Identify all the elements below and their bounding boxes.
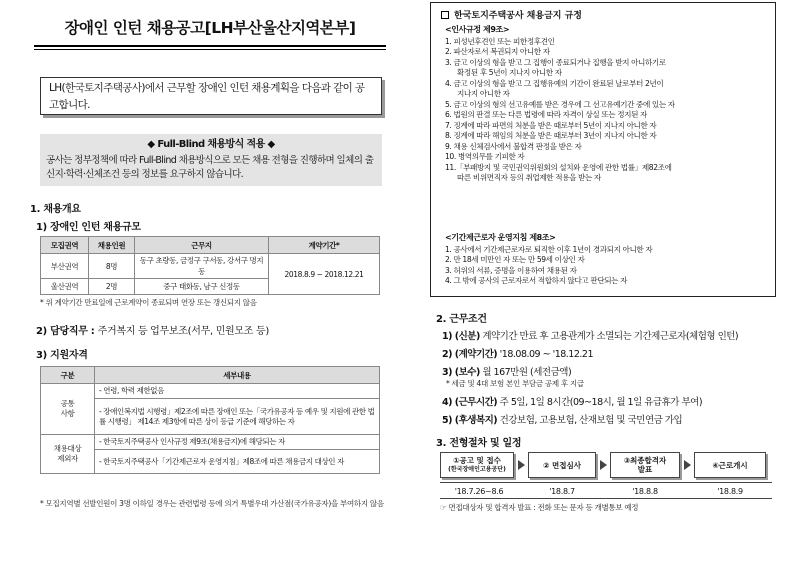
- personnel-rules-title: <인사규정 제9조>: [445, 25, 510, 34]
- cell-common-1: - 연령, 학력 제한없음: [95, 384, 380, 399]
- step-final-announcement: ③최종합격자 발표: [610, 452, 680, 478]
- table-row: [41, 254, 380, 279]
- bonus-note: * 모집지역별 선발인원이 3명 이하일 경우는 관련법령 등에 의거 특별우대 가산점(국가유공자)을 부여하지 않음: [40, 499, 384, 508]
- rule-item: 6. 법원의 판결 또는 다른 법령에 따라 자격이 상실 또는 정지된 자: [445, 110, 647, 119]
- cell-excl-label: 채용대상 제외자: [41, 435, 95, 474]
- date-work-start: '18.8.9: [717, 487, 743, 496]
- cell-excl-1: - 한국토지주택공사 인사규정 제9조(채용금지)에 해당되는 자: [95, 435, 380, 450]
- temp-worker-rules: [445, 233, 652, 287]
- th-category: 구분: [41, 367, 95, 384]
- cell-common-2: - 장애인복지법 시행령」제2조에 따른 장애인 또는「국가유공자 등 예우 및 지원에 관한 법률 시행령」 제14조 제3항에 따른 상이 등급 기준에 해당하는 자: [95, 399, 380, 435]
- date-interview: '18.8.7: [549, 487, 575, 496]
- cell-region: 울산권역: [41, 279, 89, 295]
- date-application: '18.7.26~8.6: [454, 487, 504, 496]
- period-note: * 위 계약기간 만료일에 근로계약이 종료되며 연장 또는 갱신되지 않음: [40, 298, 257, 307]
- rule-item: 11.「부패방지 및 국민권익위원회의 설치와 운영에 관한 법률」제82조에: [445, 162, 672, 172]
- cell-place: 중구 태화동, 남구 신정동: [135, 279, 269, 295]
- section1-sub2: [36, 322, 269, 337]
- rule-item: 2. 파산자로서 복권되지 아니한 자: [445, 47, 550, 56]
- rule-item: 따른 비위면직자 등의 취업제한 적용을 받는 자: [457, 173, 601, 182]
- hiring-ban-rules-box: [430, 2, 776, 297]
- rule-item: 1. 피성년후견인 또는 피한정후견인: [445, 36, 555, 46]
- qualification-table: [40, 366, 380, 474]
- arrow-right-icon: [600, 460, 607, 470]
- section2-heading: 2. 근무조건: [436, 314, 487, 325]
- temp-rules-title: <기간제근로자 운영지침 제8조>: [445, 233, 556, 242]
- section3-heading: 3. 전형절차 및 일정: [436, 438, 522, 449]
- cell-place: 동구 초량동, 금정구 구서동, 강서구 명지동: [135, 254, 269, 279]
- condition-status: 1) (신분) 계약기간 만료 후 고용관계가 소멸되는 기간제근로자(체험형 인턴): [442, 331, 739, 342]
- condition-pay: 3) (보수) 월 167만원 (세전금액): [442, 367, 572, 378]
- condition-period: 2) (계약기간) '18.08.09 ~ '18.12.21: [442, 349, 594, 360]
- th-detail: 세부내용: [95, 367, 380, 384]
- arrow-right-icon: [684, 460, 691, 470]
- schedule-note: ☞ 면접대상자 및 합격자 발표 : 전화 또는 문자 등 개별통보 예정: [440, 503, 639, 512]
- step-work-start: ④근로개시: [694, 452, 766, 478]
- section1-heading: 1. 채용개요: [30, 204, 81, 215]
- rule-item: 2. 만 18세 미만인 자 또는 만 59세 이상인 자: [445, 255, 585, 264]
- cell-excl-2: - 한국토지주택공사「기간제근로자 운영지침」제8조에 따른 채용금지 대상인 자: [95, 450, 380, 474]
- step-application: ①공고 및 접수 (한국장애인고용공단): [440, 452, 514, 478]
- th-count: 채용인원: [89, 237, 135, 254]
- cell-count: 8명: [89, 254, 135, 279]
- rule-item: 5. 금고 이상의 형의 선고유예를 받은 경우에 그 선고유예기간 중에 있는 자: [445, 99, 675, 109]
- rule-item: 9. 채용 신체검사에서 불합격 판정을 받은 자: [445, 141, 582, 151]
- rules-heading: 한국토지주택공사 채용금지 규정: [441, 8, 582, 21]
- rule-item: 7. 징계에 따라 파면의 처분을 받은 때로부터 5년이 지나지 아니한 자: [445, 120, 657, 130]
- section1-sub1: 1) 장애인 인턴 채용규모: [36, 222, 141, 233]
- blind-recruitment-box: [40, 134, 382, 186]
- rule-item: 3. 허위의 서류, 증명을 이용하여 채용된 자: [445, 265, 577, 275]
- cell-common-label: 공통 사항: [41, 384, 95, 435]
- rule-item: 4. 그 밖에 공사의 근로자로서 적합하지 않다고 판단되는 자: [445, 276, 628, 285]
- duty-label: 2) 담당직무 :: [36, 326, 98, 337]
- rule-item: 4. 금고 이상의 형을 받고 그 집행유예의 기간이 완료된 날로부터 2년이: [445, 78, 664, 88]
- pay-note: * 세금 및 4대 보험 본인 부담금 공제 후 지급: [446, 379, 584, 388]
- duty-value: 주거복지 등 업무보조(서무, 민원모조 등): [97, 326, 269, 337]
- date-announcement: '18.8.8: [632, 487, 658, 496]
- section1-sub3: 3) 지원자격: [36, 350, 88, 361]
- title-rule: [34, 45, 386, 47]
- rule-item: 확정된 후 5년이 지나지 아니한 자: [457, 68, 562, 77]
- rule-item: 지나지 아니한 자: [457, 89, 510, 98]
- title-rule-thin: [34, 49, 386, 50]
- step-interview: ② 면접심사: [528, 452, 596, 478]
- date-rule-bottom: [440, 498, 772, 499]
- cell-region: 부산권역: [41, 254, 89, 279]
- th-region: 모집권역: [41, 237, 89, 254]
- date-rule: [440, 482, 772, 483]
- intro-box: LH(한국토지주택공사)에서 근무할 장애인 인턴 채용계획을 다음과 같이 공고합니다.: [40, 77, 382, 115]
- table-row: [41, 435, 380, 450]
- th-period: 계약기간*: [269, 237, 380, 254]
- table-row: [41, 384, 380, 399]
- personnel-rules: [445, 25, 675, 184]
- rule-item: 3. 금고 이상의 형을 받고 그 집행이 종료되거나 집행을 받지 아니하기로: [445, 57, 666, 67]
- cell-count: 2명: [89, 279, 135, 295]
- condition-hours: 4) (근무시간) 주 5일, 1일 8시간(09~18시, 월 1일 유급휴가 부여): [442, 397, 703, 408]
- condition-welfare: 5) (후생복지) 건강보험, 고용보험, 산재보험 및 국민연금 가입: [442, 415, 683, 426]
- rule-item: 1. 공사에서 기간제근로자로 퇴직한 이후 1년이 경과되지 아니한 자: [445, 244, 653, 254]
- rule-item: 8. 징계에 따라 해임의 처분을 받은 때로부터 3년이 지나지 아니한 자: [445, 131, 657, 140]
- checkbox-icon: [441, 11, 449, 19]
- th-place: 근무지: [135, 237, 269, 254]
- page-title: 장애인 인턴 채용공고[LH부산울산지역본부]: [64, 19, 356, 37]
- cell-period: 2018.8.9 ~ 2018.12.21: [269, 254, 380, 295]
- blind-text: 공사는 정부정책에 따라 Full-Blind 채용방식으로 모든 채용 전형을 진행하며 일체의 출신지·학력·신체조건 등의 정보를 요구하지 않습니다.: [46, 155, 374, 180]
- rule-item: 10. 병역의무를 기피한 자: [445, 152, 525, 161]
- arrow-right-icon: [518, 460, 525, 470]
- recruit-table: [40, 236, 380, 295]
- blind-heading: ◆ Full-Blind 채용방식 적용 ◆: [147, 139, 275, 150]
